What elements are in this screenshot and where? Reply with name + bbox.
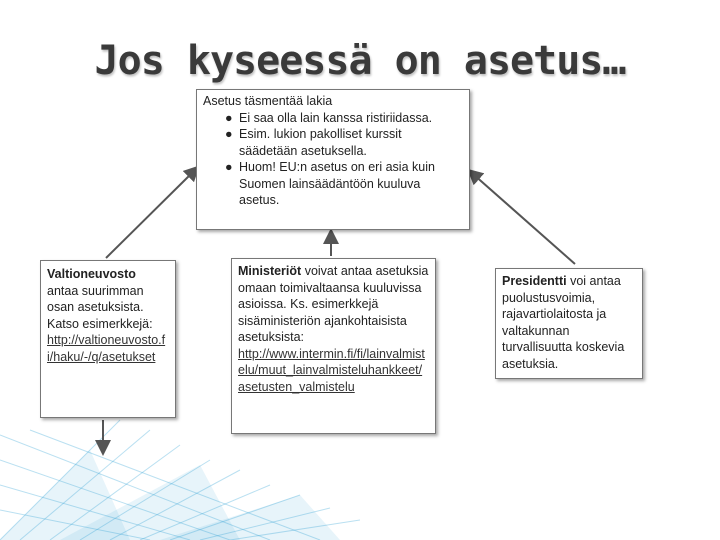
president-label: Presidentti [502,274,567,288]
bullet-icon: ● [225,127,233,141]
bullet-item: ● Ei saa olla lain kanssa ristiriidassa. [225,110,433,125]
government-label: Valtioneuvosto [47,267,136,281]
decree-bullet-list [203,110,463,209]
bullet-icon: ● [225,110,233,125]
bullet-item: ● Esim. lukion pakolliset kurssit säädetään asetuksella. [225,127,402,158]
president-box [495,268,643,379]
ministries-text: voivat antaa asetuksia omaan toimivaltaansa kuuluvissa asioissa. Ks. esimerkkejä sisäministeriön ajankohtaisista asetuksista: [238,264,429,344]
arrow-right-to-top [473,174,575,264]
slide-title: Jos kyseessä on asetus… [94,38,626,84]
bullet-icon: ● [225,160,233,174]
ministries-box [231,258,436,434]
decree-definition-box [196,89,470,230]
decree-heading: Asetus täsmentää lakia [203,94,333,108]
arrow-left-to-top [106,171,194,258]
government-box [40,260,176,418]
ministries-label: Ministeriöt [238,264,302,278]
government-text: antaa suurimman osan asetuksista. Katso esimerkkejä: [47,283,153,331]
ministries-link[interactable]: http://www.intermin.fi/fi/lainvalmistelu/muut_lainvalmisteluhankkeet/asetusten_valmistelu [238,346,425,394]
president-text: voi antaa puolustusvoimia, rajavartiolaitosta ja valtakunnan turvallisuutta koskevia asetuksia. [502,274,625,371]
bullet-item: ● Huom! EU:n asetus on eri asia kuin Suomen lainsäädäntöön kuuluva asetus. [225,160,435,207]
government-link[interactable]: http://valtioneuvosto.fi/haku/-/q/asetukset [47,333,166,364]
